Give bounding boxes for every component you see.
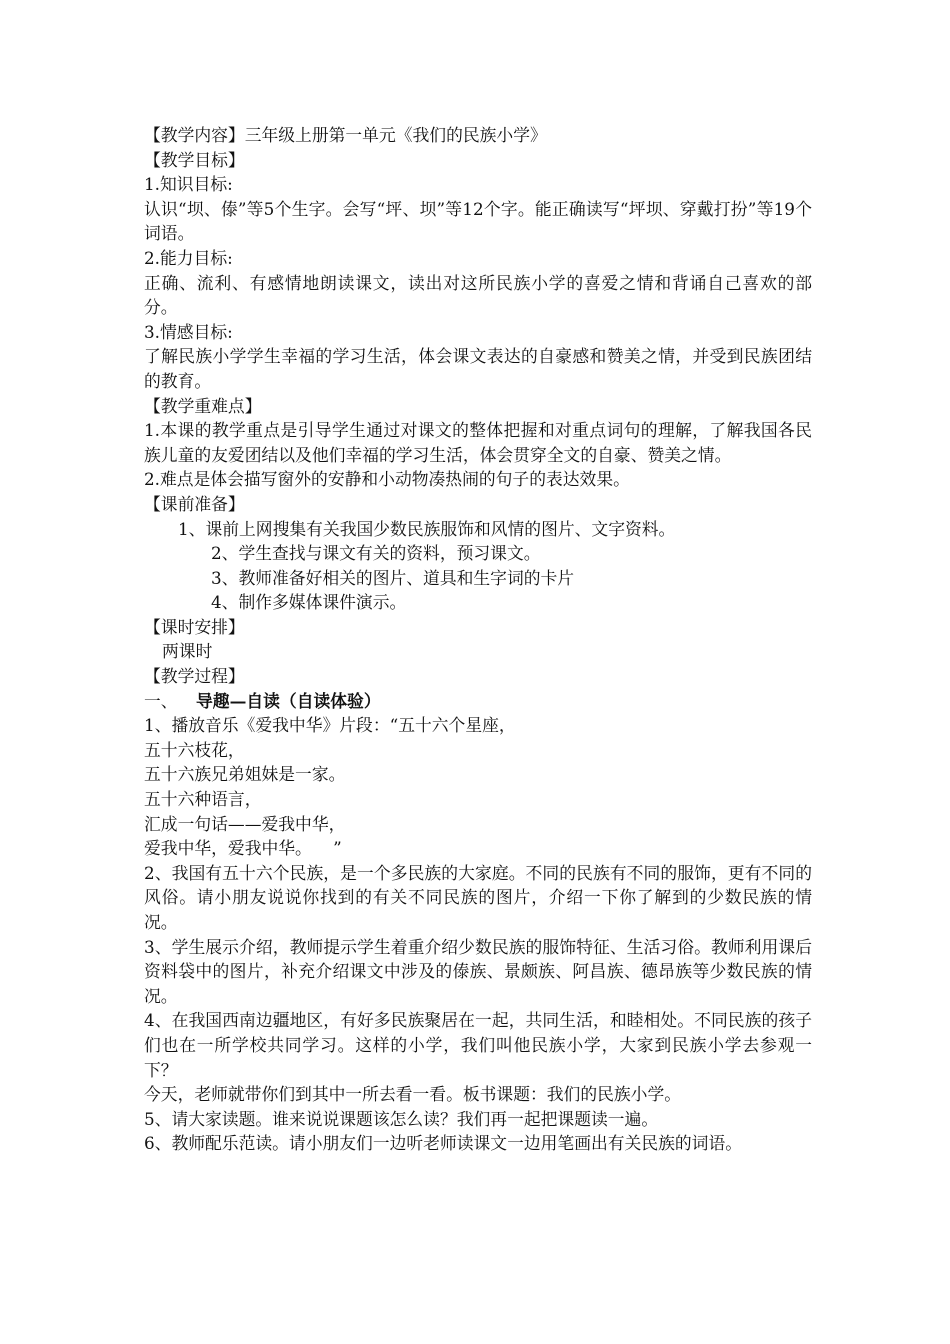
step-2-paragraph: 2、我国有五十六个民族，是一个多民族的大家庭。不同的民族有不同的服饰，更有不同的风俗。请小朋友说说你找到的有关不同民族的图片，介绍一下你了解到的少数民族的情况。: [144, 862, 812, 932]
song-line: 爱我中华，爱我中华。 ”: [144, 838, 342, 859]
preparation-item: 3、教师准备好相关的图片、道具和生字词的卡片: [211, 567, 575, 588]
section-1-number: 一、: [144, 690, 178, 711]
lesson-plan-document: [144, 123, 812, 1156]
preparation-item: 2、学生查找与课文有关的资料，预习课文。: [211, 543, 541, 564]
step-3-paragraph: 3、学生展示介绍，教师提示学生着重介绍少数民族的服饰特征、生活习俗。教师利用课后资料袋中的图片，补充介绍课文中涉及的傣族、景颇族、阿昌族、德昂族等少数民族的情况。: [144, 936, 812, 1006]
key-point-1: 1.本课的教学重点是引导学生通过对课文的整体把握和对重点词句的理解，了解我国各民族儿童的友爱团结以及他们幸福的学习生活，体会贯穿全文的自豪、赞美之情。: [144, 420, 812, 465]
song-line: 五十六枝花，: [144, 739, 245, 760]
song-line: 汇成一句话——爱我中华，: [144, 813, 346, 834]
preparation-item: 1、课前上网搜集有关我国少数民族服饰和风情的图片、文字资料。: [178, 518, 676, 539]
key-point-2: 2.难点是体会描写窗外的安静和小动物凑热闹的句子的表达效果。: [144, 469, 630, 490]
section-1-title: 导趣—自读（自读体验）: [196, 690, 381, 711]
step-6-line: 6、教师配乐范读。请小朋友们一边听老师读课文一边用笔画出有关民族的词语。: [144, 1133, 743, 1154]
knowledge-goal-title: 1.知识目标:: [144, 174, 233, 195]
knowledge-goal-text: 认识“坝、傣”等5个生字。会写“坪、坝”等12个字。能正确读写“坪坝、穿戴打扮”等19个词语。: [144, 198, 812, 244]
step-4-paragraph: 4、在我国西南边疆地区，有好多民族聚居在一起，共同生活，和睦相处。不同民族的孩子们也在一所学校共同学习。这样的小学，我们叫他民族小学，大家到民族小学去参观一下？: [144, 1010, 812, 1080]
process-heading: 【教学过程】: [144, 666, 245, 687]
emotion-goal-text: 了解民族小学学生幸福的学习生活，体会课文表达的自豪感和赞美之情，并受到民族团结的教育。: [144, 346, 812, 391]
schedule-heading: 【课时安排】: [144, 616, 245, 637]
emotion-goal-title: 3.情感目标:: [144, 321, 233, 342]
schedule-text: 两课时: [162, 641, 213, 662]
key-points-heading: 【教学重难点】: [144, 395, 262, 416]
song-line: 五十六种语言，: [144, 789, 262, 810]
ability-goal-title: 2.能力目标:: [144, 247, 233, 268]
ability-goal-text: 正确、流利、有感情地朗读课文，读出对这所民族小学的喜爱之情和背诵自己喜欢的部分。: [144, 272, 812, 318]
section-1-heading: [144, 689, 812, 714]
preparation-heading: 【课前准备】: [144, 493, 245, 514]
song-line: 1、播放音乐《爱我中华》片段：“五十六个星座，: [144, 715, 516, 736]
song-line: 五十六族兄弟姐妹是一家。: [144, 764, 346, 785]
teaching-goals-heading: 【教学目标】: [144, 149, 245, 170]
step-4-continuation: 今天，老师就带你们到其中一所去看一看。板书课题：我们的民族小学。: [144, 1084, 682, 1105]
preparation-item: 4、制作多媒体课件演示。: [211, 592, 407, 613]
step-5-line: 5、请大家读题。谁来说说课题该怎么读？我们再一起把课题读一遍。: [144, 1108, 659, 1129]
teaching-content-line: 【教学内容】三年级上册第一单元《我们的民族小学》: [144, 125, 547, 145]
